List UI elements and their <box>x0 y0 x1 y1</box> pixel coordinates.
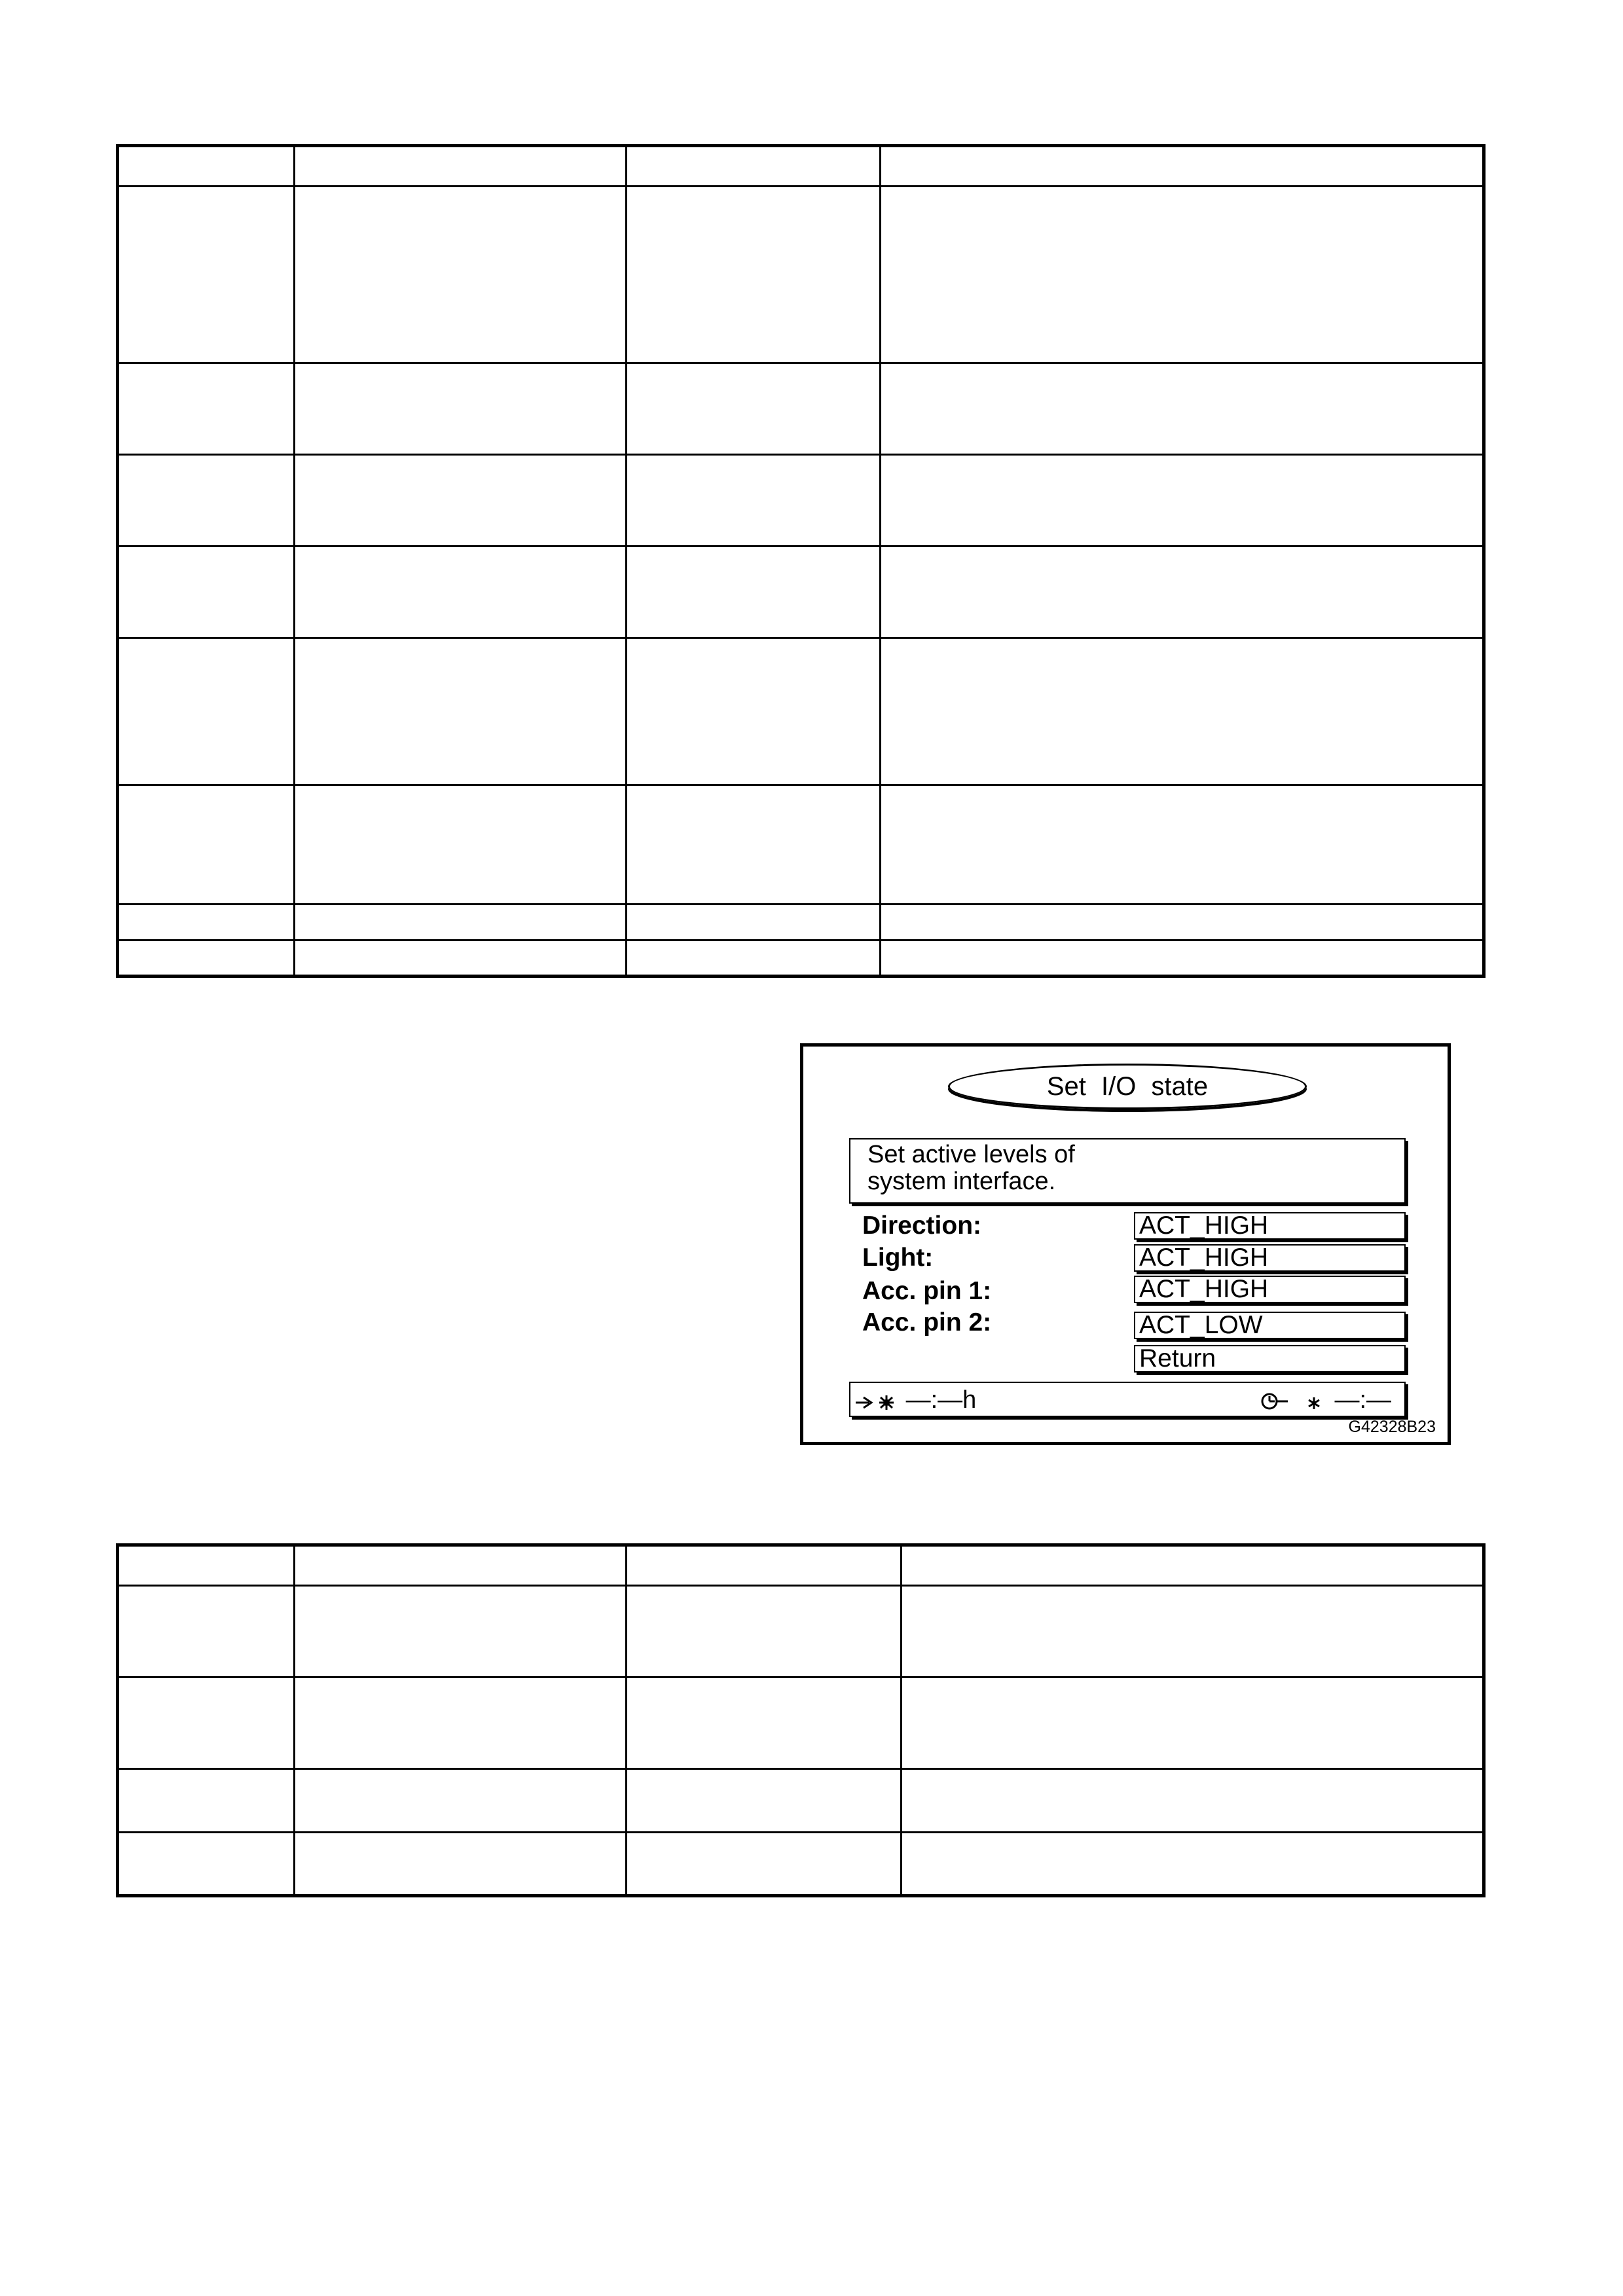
acc-pin-2-label: Acc. pin 2: <box>862 1308 992 1336</box>
table-cell <box>295 1677 627 1769</box>
table-header-row <box>118 146 1484 187</box>
return-button[interactable]: Return <box>1134 1345 1406 1372</box>
table-row <box>118 1586 1484 1677</box>
table-row <box>118 941 1484 977</box>
table-cell <box>295 547 627 638</box>
direction-label: Direction: <box>862 1211 982 1240</box>
table-row <box>118 1769 1484 1833</box>
table-cell <box>295 146 627 187</box>
table-cell <box>902 1586 1484 1677</box>
description-box <box>849 1138 1406 1204</box>
clock-icon <box>1259 1386 1289 1414</box>
table-cell <box>295 455 627 547</box>
table-cell <box>881 547 1484 638</box>
table-cell <box>118 1769 295 1833</box>
acc-pin-2-value-field[interactable]: ACT_LOW <box>1134 1312 1406 1339</box>
table-row <box>118 785 1484 905</box>
acc-pin-1-label: Acc. pin 1: <box>862 1277 992 1305</box>
screen-title: Set I/O state <box>948 1064 1307 1109</box>
table-header-row <box>118 1545 1484 1586</box>
table-cell <box>627 941 881 977</box>
table-top <box>116 144 1486 978</box>
table-cell <box>627 1769 902 1833</box>
table-cell <box>627 1545 902 1586</box>
table-cell <box>295 1769 627 1833</box>
table-cell <box>118 785 295 905</box>
table-row <box>118 187 1484 363</box>
table-cell <box>118 146 295 187</box>
table-cell <box>627 455 881 547</box>
status-bar <box>849 1382 1406 1417</box>
status-right-text: —:— <box>1334 1386 1391 1414</box>
table-cell <box>902 1545 1484 1586</box>
table-cell <box>295 363 627 455</box>
table-row <box>118 1677 1484 1769</box>
table-cell <box>295 1545 627 1586</box>
table-cell <box>881 941 1484 977</box>
table-cell <box>118 1677 295 1769</box>
table-cell <box>902 1769 1484 1833</box>
table-cell <box>118 187 295 363</box>
table-cell <box>627 1677 902 1769</box>
table-row <box>118 905 1484 941</box>
status-right-group <box>1259 1386 1391 1414</box>
table-cell <box>881 146 1484 187</box>
table-cell <box>295 1586 627 1677</box>
table-row <box>118 455 1484 547</box>
table-cell <box>118 1586 295 1677</box>
direction-value-field[interactable]: ACT_HIGH <box>1134 1212 1406 1240</box>
table-cell <box>295 785 627 905</box>
table-cell <box>881 638 1484 785</box>
table-row <box>118 363 1484 455</box>
table-cell <box>295 638 627 785</box>
table-cell <box>881 187 1484 363</box>
table-row <box>118 638 1484 785</box>
table-cell <box>295 941 627 977</box>
acc-pin-1-value-field[interactable]: ACT_HIGH <box>1134 1276 1406 1303</box>
table-cell <box>881 785 1484 905</box>
table-cell <box>118 1545 295 1586</box>
table-cell <box>295 905 627 941</box>
table-cell <box>902 1833 1484 1896</box>
table-cell <box>627 905 881 941</box>
light-label: Light: <box>862 1244 934 1272</box>
table-bottom <box>116 1543 1486 1897</box>
table-cell <box>295 187 627 363</box>
table-cell <box>118 455 295 547</box>
table-cell <box>627 1833 902 1896</box>
table-cell <box>881 455 1484 547</box>
figure-code: G42328B23 <box>1348 1418 1436 1436</box>
status-left-group <box>854 1386 976 1414</box>
table-cell <box>627 146 881 187</box>
asterisk-icon <box>1307 1386 1321 1414</box>
table-cell <box>881 905 1484 941</box>
table-cell <box>118 363 295 455</box>
table-cell <box>627 187 881 363</box>
table-cell <box>118 941 295 977</box>
table-row <box>118 547 1484 638</box>
table-cell <box>118 1833 295 1896</box>
table-cell <box>118 905 295 941</box>
table-cell <box>118 638 295 785</box>
table-cell <box>627 1586 902 1677</box>
table-cell <box>627 363 881 455</box>
table-row <box>118 1833 1484 1896</box>
table-cell <box>881 363 1484 455</box>
table-cell <box>295 1833 627 1896</box>
table-cell <box>118 547 295 638</box>
set-io-state-screen <box>800 1043 1451 1445</box>
table-cell <box>627 547 881 638</box>
status-left-text: —:—h <box>905 1386 977 1414</box>
table-cell <box>902 1677 1484 1769</box>
description-line: system interface. <box>867 1168 1056 1195</box>
table-cell <box>627 638 881 785</box>
arrow-sun-icon <box>854 1386 899 1414</box>
description-line: Set active levels of <box>867 1141 1075 1168</box>
table-cell <box>627 785 881 905</box>
light-value-field[interactable]: ACT_HIGH <box>1134 1244 1406 1272</box>
